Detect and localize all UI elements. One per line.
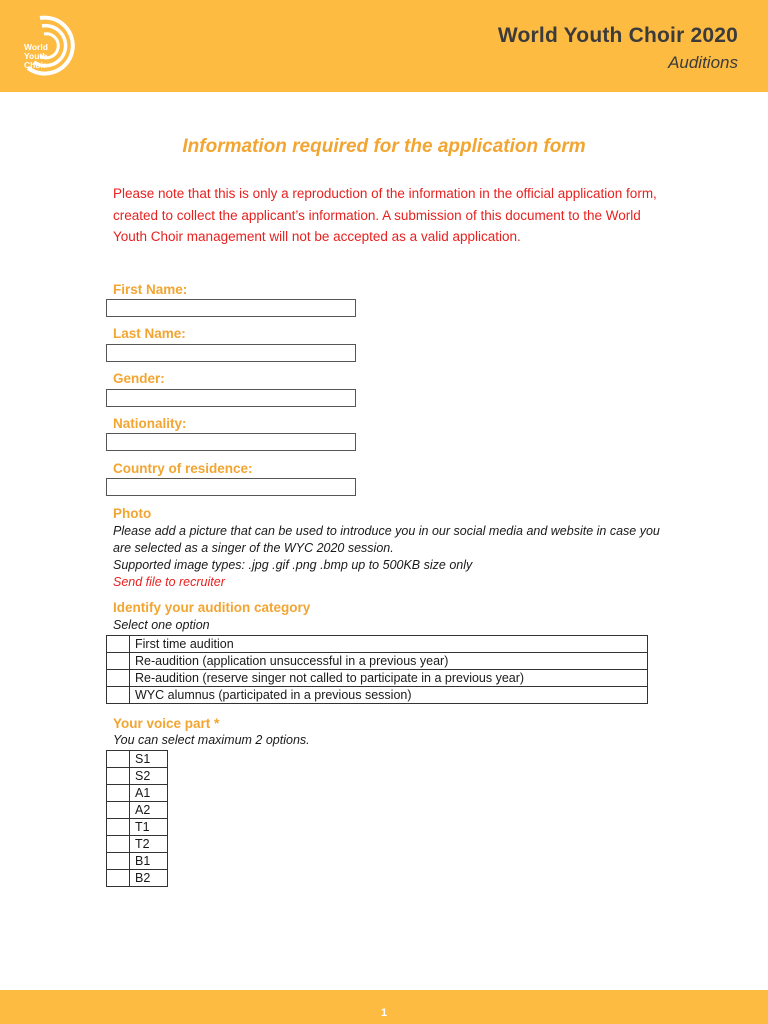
logo-text-line: Choir bbox=[24, 60, 47, 70]
table-row bbox=[107, 687, 648, 704]
voice-checkbox[interactable] bbox=[107, 870, 130, 887]
logo-text-line: World bbox=[24, 42, 48, 52]
nationality-field[interactable] bbox=[106, 433, 356, 451]
table-row bbox=[107, 819, 168, 836]
voice-option-label: A1 bbox=[130, 785, 168, 802]
audition-option-label: First time audition bbox=[130, 636, 648, 653]
photo-label: Photo bbox=[113, 506, 152, 521]
audition-checkbox[interactable] bbox=[107, 653, 130, 670]
table-row bbox=[107, 853, 168, 870]
voice-option-label: B2 bbox=[130, 870, 168, 887]
audition-checkbox[interactable] bbox=[107, 687, 130, 704]
last-name-field[interactable] bbox=[106, 344, 356, 362]
voice-option-label: S1 bbox=[130, 751, 168, 768]
country-field[interactable] bbox=[106, 478, 356, 496]
disclaimer-notice: Please note that this is only a reproduction of the information in the official application form, created to collect the applicant’s information. A submission of this document to the World Youth Choir management will not be accepted as a valid application. bbox=[113, 186, 657, 244]
table-row bbox=[107, 636, 648, 653]
voice-checkbox[interactable] bbox=[107, 836, 130, 853]
logo-text-line: Youth bbox=[24, 51, 48, 61]
audition-option-label: Re-audition (reserve singer not called to participate in a previous year) bbox=[130, 670, 648, 687]
voice-options-table bbox=[106, 750, 168, 887]
voice-checkbox[interactable] bbox=[107, 785, 130, 802]
audition-checkbox[interactable] bbox=[107, 670, 130, 687]
last-name-label: Last Name: bbox=[113, 326, 186, 341]
table-row bbox=[107, 802, 168, 819]
audition-option-label: WYC alumnus (participated in a previous session) bbox=[130, 687, 648, 704]
header-title: World Youth Choir 2020 bbox=[497, 24, 738, 47]
photo-supported-types: Supported image types: .jpg .gif .png .bmp up to 500KB size only bbox=[113, 558, 473, 572]
table-row bbox=[107, 768, 168, 785]
photo-description: Please add a picture that can be used to introduce you in our social media and website in case you are selected as a singer of the WYC 2020 session. bbox=[113, 524, 660, 555]
voice-checkbox[interactable] bbox=[107, 751, 130, 768]
table-row bbox=[107, 836, 168, 853]
voice-checkbox[interactable] bbox=[107, 853, 130, 870]
first-name-label: First Name: bbox=[113, 282, 188, 297]
send-file-link[interactable]: Send file to recruiter bbox=[113, 575, 225, 589]
header-subtitle: Auditions bbox=[668, 53, 738, 72]
audition-category-label: Identify your audition category bbox=[113, 600, 311, 615]
first-name-field[interactable] bbox=[106, 299, 356, 317]
wyc-logo bbox=[18, 10, 88, 80]
voice-checkbox[interactable] bbox=[107, 802, 130, 819]
voice-option-label: S2 bbox=[130, 768, 168, 785]
voice-checkbox[interactable] bbox=[107, 819, 130, 836]
voice-option-label: T1 bbox=[130, 819, 168, 836]
document-title: Information required for the application form bbox=[182, 136, 586, 157]
table-row bbox=[107, 653, 648, 670]
table-row bbox=[107, 670, 648, 687]
audition-hint: Select one option bbox=[113, 618, 210, 632]
gender-label: Gender: bbox=[113, 371, 165, 386]
country-label: Country of residence: bbox=[113, 461, 253, 476]
page-header bbox=[0, 0, 768, 92]
audition-checkbox[interactable] bbox=[107, 636, 130, 653]
table-row bbox=[107, 751, 168, 768]
gender-field[interactable] bbox=[106, 389, 356, 407]
voice-option-label: A2 bbox=[130, 802, 168, 819]
voice-part-label: Your voice part * bbox=[113, 716, 220, 731]
voice-option-label: T2 bbox=[130, 836, 168, 853]
audition-option-label: Re-audition (application unsuccessful in a previous year) bbox=[130, 653, 648, 670]
table-row bbox=[107, 785, 168, 802]
photo-instructions bbox=[113, 523, 673, 591]
nationality-label: Nationality: bbox=[113, 416, 187, 431]
page-number: 1 bbox=[380, 1007, 388, 1019]
table-row bbox=[107, 870, 168, 887]
voice-part-hint: You can select maximum 2 options. bbox=[113, 733, 310, 747]
voice-option-label: B1 bbox=[130, 853, 168, 870]
audition-options-table bbox=[106, 635, 648, 704]
voice-checkbox[interactable] bbox=[107, 768, 130, 785]
